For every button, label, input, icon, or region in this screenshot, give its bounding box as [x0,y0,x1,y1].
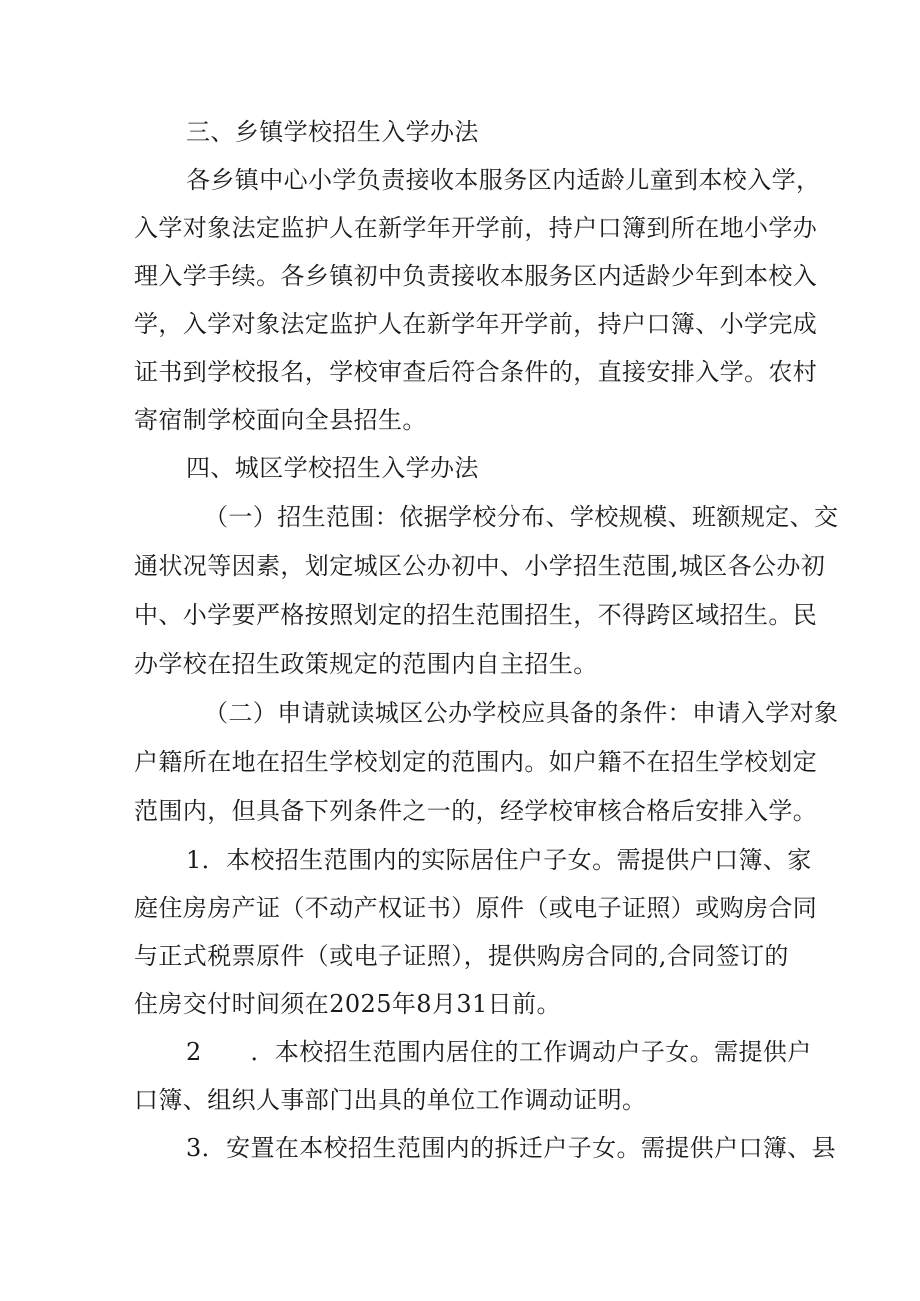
paragraph-line: （二）申请就读城区公办学校应具备的条件：申请入学对象 [204,699,839,727]
paragraph-line: 户籍所在地在招生学校划定的范围内。如户籍不在招生学校划定 [134,748,818,776]
paragraph-line: 与正式税票原件（或电子证照），提供购房合同的,合同签订的 [134,942,789,970]
paragraph-line: 庭住房房产证（不动产权证书）原件（或电子证照）或购房合同 [134,894,818,922]
paragraph-line: （一）招生范围：依据学校分布、学校规模、班额规定、交 [204,503,839,531]
paragraph-line: 理入学手续。各乡镇初中负责接收本服务区内适龄少年到本校入 [134,262,818,290]
list-item-2: 2 ．本校招生范围内居住的工作调动户子女。需提供户 [186,1038,812,1066]
paragraph-line: 范围内，但具备下列条件之一的，经学校审核合格后安排入学。 [134,797,818,825]
paragraph-line: 办学校在招生政策规定的范围内自主招生。 [134,650,598,678]
section-heading-3: 三、乡镇学校招生入学办法 [186,118,479,146]
paragraph-line: 证书到学校报名，学校审查后符合条件的，直接安排入学。农村 [134,358,818,386]
list-item-3: 3．安置在本校招生范围内的拆迁户子女。需提供户口簿、县 [186,1134,837,1162]
paragraph-line: 住房交付时间须在2025年8月31日前。 [134,990,561,1018]
paragraph-line: 口簿、组织人事部门出具的单位工作调动证明。 [134,1086,647,1114]
paragraph-line: 入学对象法定监护人在新学年开学前，持户口簿到所在地小学办 [134,214,818,242]
paragraph-line: 寄宿制学校面向全县招生。 [134,406,427,434]
paragraph-line: 中、小学要严格按照划定的招生范围招生，不得跨区域招生。民 [134,601,818,629]
paragraph-line: 学，入学对象法定监护人在新学年开学前，持户口簿、小学完成 [134,310,818,338]
paragraph-line: 各乡镇中心小学负责接收本服务区内适龄儿童到本校入学， [186,166,821,194]
section-heading-4: 四、城区学校招生入学办法 [186,454,479,482]
paragraph-line: 通状况等因素，划定城区公办初中、小学招生范围,城区各公办初 [134,552,826,580]
list-item-1: 1．本校招生范围内的实际居住户子女。需提供户口簿、家 [186,846,812,874]
